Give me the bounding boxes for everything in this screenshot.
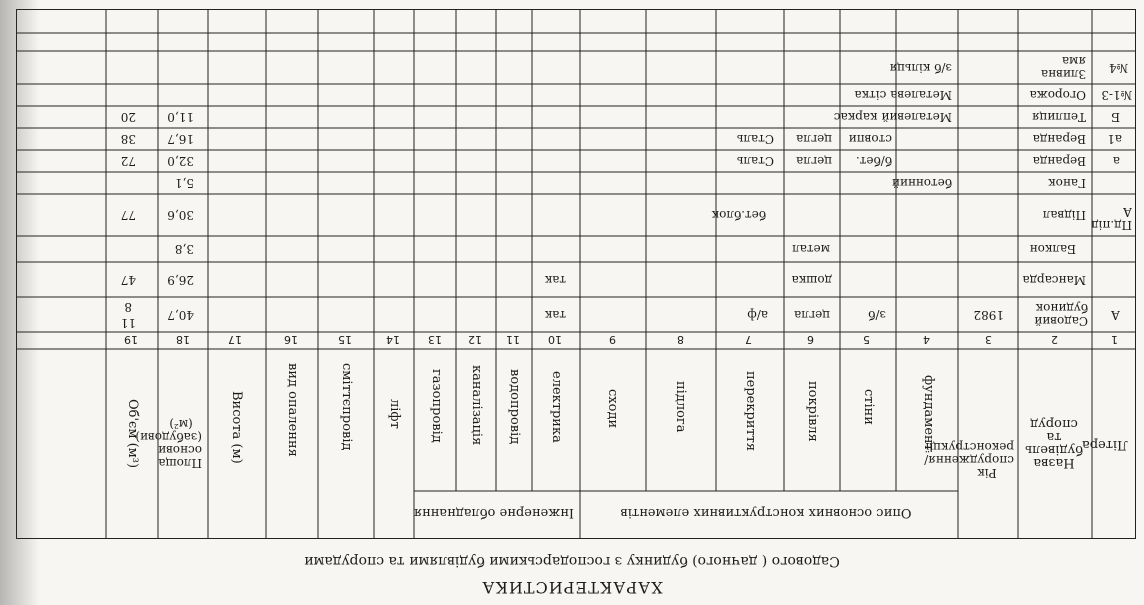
col-number: 7 bbox=[745, 333, 752, 346]
header-vyd-opalennia: вид опалення bbox=[285, 363, 300, 457]
row1-perekryttia: а/ф bbox=[747, 308, 768, 322]
col-number: 5 bbox=[863, 333, 870, 346]
row1-rik: 1982 bbox=[973, 308, 1004, 322]
row6-obiem: 72 bbox=[120, 154, 136, 168]
document-title: ХАРАКТЕРИСТИКА bbox=[481, 578, 663, 597]
row1-stiny: з/б bbox=[868, 308, 886, 322]
header-vysota: Висота (м) bbox=[229, 391, 244, 464]
col-number: 19 bbox=[124, 333, 138, 346]
row10-fundament: з/б кільця bbox=[889, 61, 952, 75]
col-number: 4 bbox=[923, 333, 930, 346]
header-nazva: Назва будівель та споруд bbox=[1025, 416, 1083, 470]
row6-stiny: б/бет. bbox=[855, 154, 892, 168]
row5-nazva: Ганок bbox=[1048, 176, 1086, 190]
row2-obiem: 47 bbox=[120, 273, 136, 287]
col-number: 12 bbox=[468, 333, 482, 346]
col-number: 18 bbox=[176, 333, 190, 346]
row7-obiem: 38 bbox=[120, 132, 136, 146]
row9-fundament: Металева сітка bbox=[854, 88, 952, 102]
col-number: 1 bbox=[1111, 333, 1118, 346]
header-inzh: Інженерне обладнання bbox=[413, 505, 574, 520]
row7-perekryttia: Сталь bbox=[736, 132, 774, 146]
col-number: 16 bbox=[284, 333, 298, 346]
col-number: 10 bbox=[548, 333, 562, 346]
row3-pokrivlia: метал bbox=[792, 242, 830, 256]
row4-litera: Пд.під А bbox=[1091, 205, 1132, 232]
row5-fundament: бетонний bbox=[891, 176, 952, 190]
header-vodoprovid: водопровід bbox=[507, 369, 522, 445]
header-pidloha: підлога bbox=[673, 381, 688, 433]
row1-elektryka: так bbox=[544, 308, 566, 322]
header-lift: ліфт bbox=[387, 399, 402, 429]
row9-litera: №1-3 bbox=[1101, 88, 1132, 102]
col-number: 17 bbox=[228, 333, 242, 346]
row1-pokrivlia: цегла bbox=[794, 308, 830, 322]
characteristics-table bbox=[16, 9, 1136, 539]
row4-nazva: Підвал bbox=[1042, 208, 1086, 222]
col-number: 3 bbox=[985, 333, 992, 346]
col-number: 13 bbox=[428, 333, 442, 346]
page-edge-shadow bbox=[0, 0, 40, 605]
col-number: 14 bbox=[386, 333, 400, 346]
row10-litera: №4 bbox=[1109, 61, 1128, 75]
row6-pokrivlia: цегла bbox=[796, 154, 832, 168]
row6-ploshcha: 32,0 bbox=[167, 154, 194, 168]
header-perekryttia: перекриття bbox=[743, 371, 758, 452]
header-ploshcha: Площа основи (забудови) (м²) bbox=[135, 417, 202, 470]
row9-nazva: Огорожа bbox=[1029, 88, 1086, 102]
row8-litera: Б bbox=[1111, 110, 1120, 124]
col-number: 11 bbox=[506, 333, 520, 346]
row1-nazva: Садовий будинок bbox=[1034, 301, 1088, 328]
row7-ploshcha: 16,7 bbox=[167, 132, 194, 146]
row4-obiem: 77 bbox=[120, 208, 136, 222]
header-skhody: сходи bbox=[605, 389, 620, 429]
row2-nazva: Мансарда bbox=[1022, 273, 1086, 287]
header-rik: Рік спорудження/ реконструкції bbox=[924, 440, 1014, 480]
row8-ploshcha: 11,0 bbox=[167, 110, 194, 124]
document-subtitle: Садового ( дачного) будинку з господарськими будівлями та спорудами bbox=[304, 553, 840, 569]
col-number: 9 bbox=[609, 333, 616, 346]
row7-pokrivlia: цегла bbox=[796, 132, 832, 146]
header-kanalizatsiia: каналізація bbox=[469, 365, 484, 446]
row3-nazva: Балкон bbox=[1029, 242, 1076, 256]
header-fundament: фундамент bbox=[921, 375, 936, 451]
row2-elektryka: так bbox=[544, 273, 566, 287]
header-pokrivlia: покрівля bbox=[805, 381, 820, 442]
col-number: 2 bbox=[1051, 333, 1058, 346]
col-number: 6 bbox=[807, 333, 814, 346]
row3-ploshcha: 3,8 bbox=[174, 242, 194, 256]
header-opys: Опис основних конструктивних елементів bbox=[620, 505, 912, 520]
row7-nazva: Веранда bbox=[1032, 132, 1086, 146]
row1-litera: А bbox=[1110, 308, 1120, 322]
row8-fundament: Металевий каркас bbox=[833, 110, 952, 124]
col-number: 8 bbox=[677, 333, 684, 346]
row8-nazva: Теплиця bbox=[1031, 110, 1086, 124]
row8-obiem: 20 bbox=[120, 110, 136, 124]
row6-nazva: Веранда bbox=[1032, 154, 1086, 168]
row4-perekryttia: бет.блок bbox=[711, 208, 766, 222]
row6-litera: а bbox=[1112, 154, 1120, 168]
row7-litera: а1 bbox=[1107, 132, 1122, 146]
header-litera: Літера bbox=[1082, 437, 1128, 452]
col-number: 15 bbox=[338, 333, 352, 346]
header-stiny: стіни bbox=[861, 389, 876, 425]
header-elektryka: електрика bbox=[549, 371, 564, 443]
row1-ploshcha: 40,7 bbox=[167, 308, 194, 322]
header-smittieprovid: сміттєпровід bbox=[339, 363, 354, 451]
row2-pokrivlia: дошка bbox=[791, 273, 832, 287]
row4-ploshcha: 30,6 bbox=[167, 208, 194, 222]
row1-obiem-b: 8 bbox=[124, 300, 132, 314]
row7-stiny: стовпи bbox=[848, 132, 892, 146]
header-obiem: Об'єм (м³) bbox=[125, 399, 140, 469]
row5-ploshcha: 5,1 bbox=[174, 176, 194, 190]
row6-perekryttia: Сталь bbox=[736, 154, 774, 168]
row1-obiem-a: 11 bbox=[120, 316, 136, 330]
row2-ploshcha: 26,9 bbox=[167, 273, 194, 287]
row10-nazva: Зливна яма bbox=[1040, 54, 1086, 81]
header-hazoprovid: газопровід bbox=[429, 369, 444, 443]
